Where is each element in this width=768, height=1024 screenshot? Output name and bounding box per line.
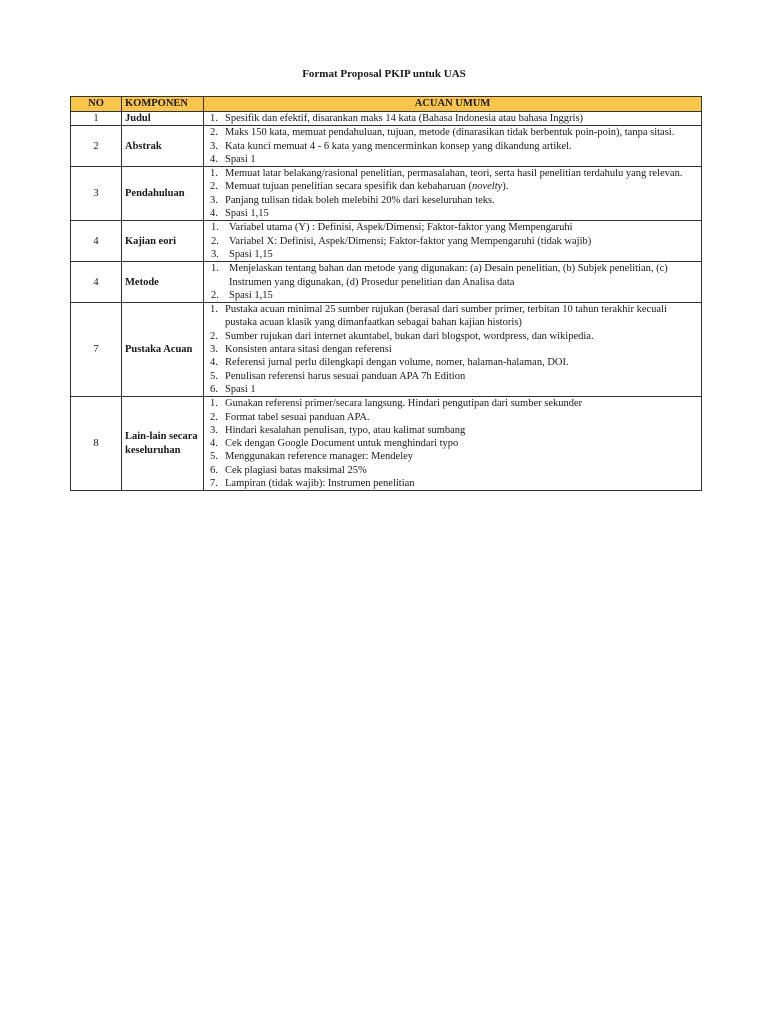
item-number: 4.	[210, 153, 218, 165]
table-row	[71, 167, 702, 221]
table-header-row	[71, 97, 702, 112]
item-text: Panjang tulisan tidak boleh melebihi 20% dari keseluruhan teks.	[225, 194, 495, 206]
guideline-list	[207, 397, 698, 490]
item-text: Spasi 1	[225, 383, 256, 395]
item-number: 3.	[210, 194, 218, 206]
list-item	[207, 383, 698, 396]
guideline-list	[207, 303, 698, 396]
item-text: Kata kunci memuat 4 - 6 kata yang mencerminkan konsep yang dikandung artikel.	[225, 140, 572, 152]
item-text: Cek dengan Google Document untuk menghindari typo	[225, 438, 459, 450]
list-item	[207, 330, 698, 343]
item-text: Memuat latar belakang/rasional penelitian, permasalahan, teori, serta hasil penelitian terdahulu yang relevan.	[225, 168, 683, 180]
list-item	[207, 207, 698, 220]
item-text: Konsisten antara sitasi dengan referensi	[225, 344, 392, 356]
guideline-cell	[204, 167, 702, 221]
list-item	[207, 248, 698, 261]
list-item	[207, 140, 698, 153]
table-row	[71, 397, 702, 491]
item-text: Variabel X: Definisi, Aspek/Dimensi; Faktor-faktor yang Mempengaruhi (tidak wajib)	[229, 235, 592, 247]
item-text: Cek plagiasi batas maksimal 25%	[225, 464, 367, 476]
list-item	[207, 262, 698, 289]
guideline-cell	[204, 303, 702, 397]
item-text: Menggunakan reference manager: Mendeley	[225, 451, 414, 463]
guideline-cell	[204, 126, 702, 167]
item-number: 2.	[210, 181, 218, 193]
header-komponen: KOMPONEN	[122, 97, 204, 112]
guideline-list	[207, 126, 698, 166]
list-item	[207, 464, 698, 477]
row-number: 3	[71, 167, 122, 221]
list-item	[207, 343, 698, 356]
item-number: 4.	[210, 208, 218, 220]
item-text: Spesifik dan efektif, disarankan maks 14 kata (Bahasa Indonesia atau bahasa Inggris)	[225, 113, 584, 124]
item-number: 2.	[211, 235, 219, 247]
row-number: 2	[71, 126, 122, 167]
item-number: 3.	[210, 424, 218, 436]
item-text: Menjelaskan tentang bahan dan metode yang digunakan: (a) Desain penelitian, (b) Subjek penelitian, (c) Instrumen yang digunakan, (d) Prosedur penelitian dan Analisa data	[229, 263, 668, 288]
guideline-list	[207, 167, 698, 220]
component-name: Pustaka Acuan	[122, 303, 204, 397]
guideline-list	[207, 262, 698, 302]
item-text: Maks 150 kata, memuat pendahuluan, tujuan, metode (dinarasikan tidak berbentuk poin-poin), tanpa sitasi.	[225, 127, 675, 139]
item-number: 1.	[210, 304, 218, 316]
guideline-cell	[204, 262, 702, 303]
header-no: NO	[71, 97, 122, 112]
list-item	[207, 477, 698, 490]
list-item	[207, 112, 698, 125]
item-text: Format tabel sesuai panduan APA.	[225, 411, 370, 423]
item-text: Lampiran (tidak wajib): Instrumen penelitian	[225, 478, 415, 490]
item-number: 1.	[211, 222, 219, 234]
table-row	[71, 112, 702, 126]
table-row	[71, 221, 702, 262]
row-number: 1	[71, 112, 122, 126]
row-number: 4	[71, 262, 122, 303]
list-item	[207, 153, 698, 166]
item-text: Spasi 1	[225, 153, 256, 165]
list-item	[207, 180, 698, 193]
item-text-emphasis: novelty	[471, 181, 503, 193]
item-text: Spasi 1,15	[229, 248, 273, 260]
list-item	[207, 303, 698, 330]
proposal-format-table	[70, 96, 702, 491]
component-name: Judul	[122, 112, 204, 126]
item-number: 6.	[210, 383, 218, 395]
list-item	[207, 221, 698, 234]
item-text: Variabel utama (Y) : Definisi, Aspek/Dimensi; Faktor-faktor yang Mempengaruhi	[229, 222, 573, 234]
item-number: 1.	[210, 113, 218, 124]
item-text: Referensi jurnal perlu dilengkapi dengan volume, nomer, halaman-halaman, DOI.	[225, 357, 569, 369]
item-number: 2.	[210, 127, 218, 139]
table-row	[71, 262, 702, 303]
guideline-list	[207, 221, 698, 261]
component-name: Kajian eori	[122, 221, 204, 262]
item-number: 7.	[210, 478, 218, 490]
guideline-cell	[204, 221, 702, 262]
list-item	[207, 411, 698, 424]
item-number: 1.	[210, 168, 218, 180]
page-title: Format Proposal PKIP untuk UAS	[302, 68, 466, 80]
item-number: 1.	[210, 398, 218, 410]
table-row	[71, 303, 702, 397]
item-text: Gunakan referensi primer/secara langsung. Hindari pengutipan dari sumber sekunder	[225, 398, 583, 410]
list-item	[207, 437, 698, 450]
item-number: 3.	[210, 140, 218, 152]
row-number: 7	[71, 303, 122, 397]
item-number: 5.	[210, 370, 218, 382]
table-row	[71, 126, 702, 167]
list-item	[207, 167, 698, 180]
component-name: Lain-lain secara keseluruhan	[122, 397, 204, 491]
item-text: Sumber rujukan dari internet akuntabel, bukan dari blogspot, wordpress, dan wikipedia.	[225, 330, 594, 342]
guideline-list	[207, 112, 698, 125]
item-text: Hindari kesalahan penulisan, typo, atau kalimat sumbang	[225, 424, 466, 436]
list-item	[207, 370, 698, 383]
component-name: Metode	[122, 262, 204, 303]
list-item	[207, 397, 698, 410]
item-number: 3.	[211, 248, 219, 260]
item-number: 5.	[210, 451, 218, 463]
component-name: Abstrak	[122, 126, 204, 167]
list-item	[207, 235, 698, 248]
row-number: 4	[71, 221, 122, 262]
guideline-cell	[204, 397, 702, 491]
list-item	[207, 356, 698, 369]
guideline-cell	[204, 112, 702, 126]
list-item	[207, 289, 698, 302]
list-item	[207, 194, 698, 207]
item-text-pre: Memuat tujuan penelitian secara spesifik dan kebaharuan (	[225, 181, 472, 193]
item-text: Penulisan referensi harus sesuai panduan APA 7h Edition	[225, 370, 466, 382]
item-number: 4.	[210, 438, 218, 450]
list-item	[207, 424, 698, 437]
item-number: 4.	[210, 357, 218, 369]
item-number: 2.	[210, 411, 218, 423]
item-number: 1.	[211, 263, 219, 275]
header-acuan-umum: ACUAN UMUM	[204, 97, 702, 112]
list-item	[207, 450, 698, 463]
item-number: 3.	[210, 344, 218, 356]
item-number: 2.	[211, 289, 219, 301]
item-number: 6.	[210, 464, 218, 476]
item-number: 2.	[210, 330, 218, 342]
row-number: 8	[71, 397, 122, 491]
item-text: Spasi 1,15	[225, 208, 269, 220]
item-text: Pustaka acuan minimal 25 sumber rujukan (berasal dari sumber primer, terbitan 10 tahun terakhir kecuali pustaka acuan klasik yang dimanfaatkan sebagai bahan kajian historis)	[225, 304, 667, 329]
item-text-post: ).	[502, 181, 509, 193]
component-name: Pendahuluan	[122, 167, 204, 221]
item-text: Spasi 1,15	[229, 289, 273, 301]
list-item	[207, 126, 698, 139]
